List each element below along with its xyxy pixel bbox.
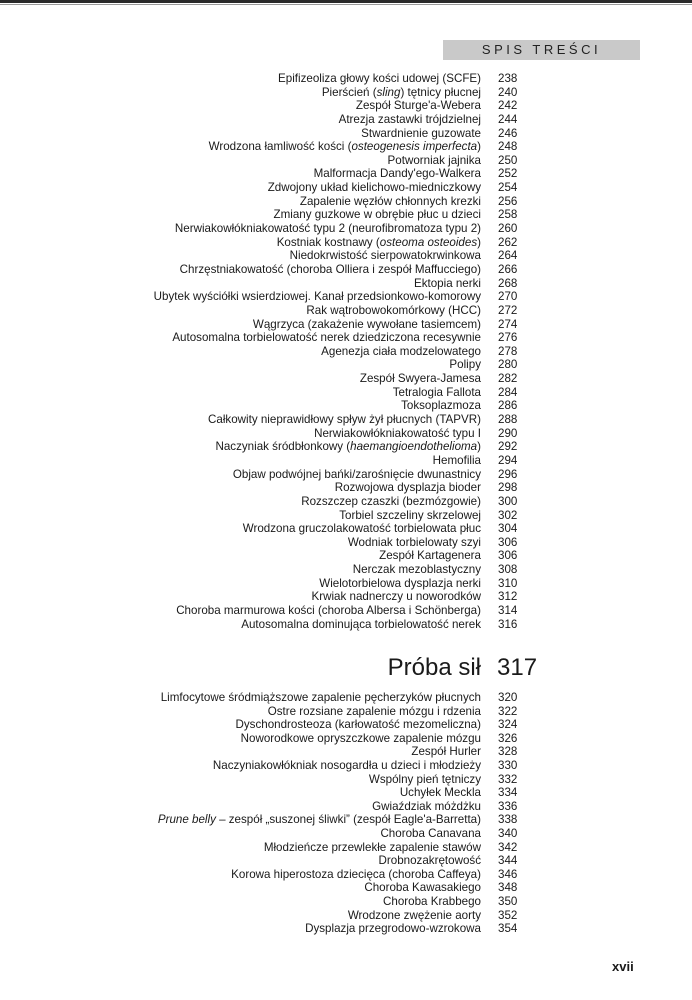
toc-entry	[0, 399, 692, 413]
toc-entry-page: 284	[498, 385, 518, 399]
toc-entry-page: 262	[498, 235, 518, 249]
toc-entry	[0, 304, 692, 318]
toc-list-part2	[0, 691, 692, 936]
toc-entry	[0, 277, 692, 291]
toc-entry	[0, 800, 692, 814]
toc-entry-title: Choroba Kawasakiego	[364, 881, 481, 895]
toc-entry-page: 238	[498, 72, 518, 85]
toc-entry-page: 272	[498, 303, 518, 317]
toc-entry-page: 252	[498, 167, 518, 181]
toc-entry-page: 328	[498, 745, 518, 759]
toc-entry	[0, 140, 692, 154]
toc-entry-page: 308	[498, 563, 518, 577]
toc-entry-title: Nerczak mezoblastyczny	[352, 563, 481, 577]
toc-entry-title: Naczyniak śródbłonkowy (haemangioendothelioma)	[215, 440, 481, 454]
toc-entry	[0, 195, 692, 209]
toc-entry-page: 304	[498, 522, 518, 536]
toc-entry	[0, 718, 692, 732]
toc-entry-page: 274	[498, 317, 518, 331]
toc-entry-title: Dyschondrosteoza (karłowatość mezomeliczna)	[235, 718, 481, 732]
toc-entry-title: Tetralogia Fallota	[392, 385, 481, 399]
toc-entry-title: Niedokrwistość sierpowatokrwinkowa	[289, 249, 481, 263]
toc-entry	[0, 345, 692, 359]
toc-entry	[0, 413, 692, 427]
toc-entry	[0, 318, 692, 332]
top-rule	[0, 0, 692, 3]
toc-entry	[0, 290, 692, 304]
toc-entry	[0, 481, 692, 495]
toc-entry-title: Choroba Krabbego	[383, 894, 481, 908]
toc-entry-page: 276	[498, 331, 518, 345]
toc-entry-title: Drobnozakrętowość	[378, 854, 481, 868]
toc-entry-page: 310	[498, 576, 518, 590]
toc-entry	[0, 841, 692, 855]
toc-entry-page: 346	[498, 867, 518, 881]
toc-entry	[0, 167, 692, 181]
toc-entry-title: Naczyniakowłókniak nosogardła u dzieci i młodzieży	[212, 758, 481, 772]
toc-entry-title: Kostniak kostnawy (osteoma osteoides)	[276, 235, 481, 249]
toc-entry-title: Wągrzyca (zakażenie wywołane tasiemcem)	[252, 317, 481, 331]
toc-entry-title: Atrezja zastawki trójdzielnej	[338, 112, 481, 126]
toc-entry	[0, 495, 692, 509]
toc-entry-page: 248	[498, 140, 518, 154]
toc-entry-page: 332	[498, 772, 518, 786]
toc-entry-title: Rozszczep czaszki (bezmózgowie)	[301, 494, 481, 508]
toc-entry-page: 278	[498, 344, 518, 358]
toc-entry	[0, 154, 692, 168]
toc-entry	[0, 618, 692, 632]
toc-entry	[0, 759, 692, 773]
toc-entry	[0, 786, 692, 800]
toc-entry-page: 326	[498, 731, 518, 745]
toc-entry-page: 352	[498, 908, 518, 922]
toc-entry-page: 290	[498, 426, 518, 440]
toc-entry-title: Korowa hiperostoza dziecięca (choroba Caffeya)	[231, 867, 481, 881]
toc-entry	[0, 854, 692, 868]
toc-entry-page: 336	[498, 799, 518, 813]
toc-entry-title: Stwardnienie guzowate	[361, 126, 481, 140]
toc-entry-page: 268	[498, 276, 518, 290]
page-folio: xvii	[612, 959, 634, 974]
toc-entry-title: Wodniak torbielowaty szyi	[347, 535, 481, 549]
toc-entry-title: Objaw podwójnej bańki/zarośnięcie dwunastnicy	[232, 467, 481, 481]
toc-entry-page: 258	[498, 208, 518, 222]
section-title: Próba sił	[387, 654, 481, 681]
toc-entry-page: 294	[498, 453, 518, 467]
toc-entry	[0, 386, 692, 400]
toc-entry	[0, 358, 692, 372]
toc-entry-page: 280	[498, 358, 518, 372]
toc-entry	[0, 236, 692, 250]
toc-entry-page: 244	[498, 112, 518, 126]
toc-entry-page: 334	[498, 786, 518, 800]
toc-entry-title: Wrodzona gruczolakowatość torbielowata płuc	[242, 522, 481, 536]
toc-entry	[0, 563, 692, 577]
toc-entry-title: Rozwojowa dysplazja bioder	[334, 481, 481, 495]
toc-entry	[0, 590, 692, 604]
toc-entry-page: 270	[498, 290, 518, 304]
toc-entry-page: 306	[498, 549, 518, 563]
toc-entry-title: Nerwiakowłókniakowatość typu I	[314, 426, 481, 440]
toc-entry-title: Autosomalna dominująca torbielowatość nerek	[241, 617, 481, 631]
toc-entry-page: 330	[498, 758, 518, 772]
toc-entry-title: Młodzieńcze przewlekłe zapalenie stawów	[263, 840, 481, 854]
toc-entry-page: 250	[498, 153, 518, 167]
toc-entry	[0, 827, 692, 841]
toc-entry-page: 298	[498, 481, 518, 495]
toc-entry-page: 342	[498, 840, 518, 854]
toc-entry-page: 340	[498, 826, 518, 840]
toc-entry-title: Choroba Canavana	[380, 826, 481, 840]
section-page-number: 317	[497, 654, 538, 681]
toc-entry-title: Ubytek wyściółki wsierdziowej. Kanał przedsionkowo-komorowy	[153, 290, 481, 304]
toc-entry-title: Agenezja ciała modzelowatego	[321, 344, 481, 358]
toc-entry-title: Torbiel szczeliny skrzelowej	[339, 508, 481, 522]
toc-entry	[0, 509, 692, 523]
toc-entry-title: Zespół Swyera-Jamesa	[359, 372, 481, 386]
toc-entry-page: 260	[498, 222, 518, 236]
toc-entry-page: 246	[498, 126, 518, 140]
toc-entry-title: Chrzęstniakowatość (choroba Olliera i zespół Maffucciego)	[179, 262, 481, 276]
toc-entry	[0, 249, 692, 263]
toc-entry-page: 296	[498, 467, 518, 481]
toc-entry	[0, 691, 692, 705]
toc-entry	[0, 222, 692, 236]
toc-entry-title: Toksoplazmoza	[401, 399, 481, 413]
toc-entry-page: 350	[498, 894, 518, 908]
toc-entry-title: Wrodzona łamliwość kości (osteogenesis imperfecta)	[208, 140, 481, 154]
toc-entry-title: Uchyłek Meckla	[399, 786, 481, 800]
toc-entry-page: 302	[498, 508, 518, 522]
toc-entry	[0, 813, 692, 827]
toc-entry-page: 320	[498, 691, 518, 704]
toc-entry-title: Wrodzone zwężenie aorty	[347, 908, 481, 922]
toc-entry	[0, 922, 692, 936]
toc-entry-title: Limfocytowe śródmiąższowe zapalenie pęcherzyków płucnych	[160, 691, 481, 704]
toc-entry	[0, 468, 692, 482]
toc-entry	[0, 522, 692, 536]
toc-entry-page: 324	[498, 718, 518, 732]
toc-list-part1	[0, 72, 692, 631]
toc-entry	[0, 895, 692, 909]
toc-entry-title: Polipy	[449, 358, 481, 372]
section-header-bar: SPIS TREŚCI	[443, 40, 640, 60]
toc-entry	[0, 99, 692, 113]
toc-entry	[0, 604, 692, 618]
toc-entry-page: 256	[498, 194, 518, 208]
toc-entry-page: 306	[498, 535, 518, 549]
toc-entry-title: Ektopia nerki	[413, 276, 481, 290]
toc-entry-title: Potworniak jajnika	[387, 153, 481, 167]
toc-entry-page: 282	[498, 372, 518, 386]
toc-entry	[0, 549, 692, 563]
toc-entry-title: Zespół Kartagenera	[379, 549, 481, 563]
toc-entry	[0, 181, 692, 195]
toc-entry-page: 286	[498, 399, 518, 413]
toc-entry	[0, 909, 692, 923]
toc-entry-title: Rak wątrobowokomórkowy (HCC)	[306, 303, 481, 317]
toc-entry-title: Zdwojony układ kielichowo-miedniczkowy	[267, 181, 481, 195]
toc-entry-title: Hemofilia	[432, 453, 481, 467]
toc-entry-title: Krwiak nadnerczy u noworodków	[311, 590, 481, 604]
toc-entry-page: 240	[498, 85, 518, 99]
toc-entry-title: Noworodkowe opryszczkowe zapalenie mózgu	[240, 731, 481, 745]
toc-entry-page: 288	[498, 413, 518, 427]
top-rule-thin	[0, 4, 692, 5]
toc-entry	[0, 263, 692, 277]
toc-entry	[0, 427, 692, 441]
toc-entry	[0, 577, 692, 591]
toc-entry	[0, 732, 692, 746]
toc-entry-title: Wielotorbielowa dysplazja nerki	[319, 576, 481, 590]
toc-entry-page: 254	[498, 181, 518, 195]
toc-entry-page: 292	[498, 440, 518, 454]
toc-entry-title: Wspólny pień tętniczy	[368, 772, 481, 786]
toc-entry-page: 344	[498, 854, 518, 868]
toc-entry-page: 266	[498, 262, 518, 276]
toc-entry-page: 300	[498, 494, 518, 508]
toc-entry-title: Zespół Sturge'a-Webera	[355, 99, 481, 113]
toc-entry-title: Nerwiakowłókniakowatość typu 2 (neurofibromatoza typu 2)	[174, 222, 481, 236]
toc-entry	[0, 113, 692, 127]
toc-entry-title: Prune belly – zespół „suszonej śliwki” (zespół Eagle'a-Barretta)	[157, 813, 481, 827]
toc-entry-title: Zmiany guzkowe w obrębie płuc u dzieci	[273, 208, 481, 222]
toc-entry-page: 354	[498, 922, 518, 936]
toc-entry-title: Pierścień (sling) tętnicy płucnej	[321, 85, 481, 99]
toc-entry	[0, 881, 692, 895]
toc-entry	[0, 331, 692, 345]
toc-entry	[0, 536, 692, 550]
toc-entry-title: Epifizeoliza głowy kości udowej (SCFE)	[278, 72, 481, 85]
toc-entry-title: Malformacja Dandy'ego-Walkera	[313, 167, 481, 181]
toc-entry	[0, 372, 692, 386]
toc-entry-title: Autosomalna torbielowatość nerek dziedziczona recesywnie	[172, 331, 481, 345]
toc-entry	[0, 208, 692, 222]
toc-entry	[0, 127, 692, 141]
toc-entry	[0, 440, 692, 454]
toc-entry	[0, 72, 692, 86]
toc-entry-page: 348	[498, 881, 518, 895]
toc-entry-page: 314	[498, 603, 518, 617]
toc-entry-page: 316	[498, 617, 518, 631]
toc-entry-page: 242	[498, 99, 518, 113]
toc-entry-title: Całkowity nieprawidłowy spływ żył płucnych (TAPVR)	[208, 413, 481, 427]
toc-entry	[0, 454, 692, 468]
toc-entry	[0, 705, 692, 719]
toc-entry	[0, 745, 692, 759]
toc-entry-title: Gwiaździak móżdżku	[372, 799, 481, 813]
toc-entry	[0, 773, 692, 787]
section-heading	[0, 651, 692, 687]
toc-entry-page: 312	[498, 590, 518, 604]
toc-entry-title: Ostre rozsiane zapalenie mózgu i rdzenia	[267, 704, 481, 718]
toc-entry-title: Zapalenie węzłów chłonnych krezki	[299, 194, 481, 208]
toc-entry-page: 338	[498, 813, 518, 827]
toc-entry-page: 264	[498, 249, 518, 263]
toc-entry	[0, 86, 692, 100]
toc-entry	[0, 868, 692, 882]
toc-entry-title: Dysplazja przegrodowo-wzrokowa	[305, 922, 481, 936]
toc-entry-title: Choroba marmurowa kości (choroba Albersa i Schönberga)	[176, 603, 481, 617]
toc-entry-page: 322	[498, 704, 518, 718]
toc-entry-title: Zespół Hurler	[411, 745, 481, 759]
